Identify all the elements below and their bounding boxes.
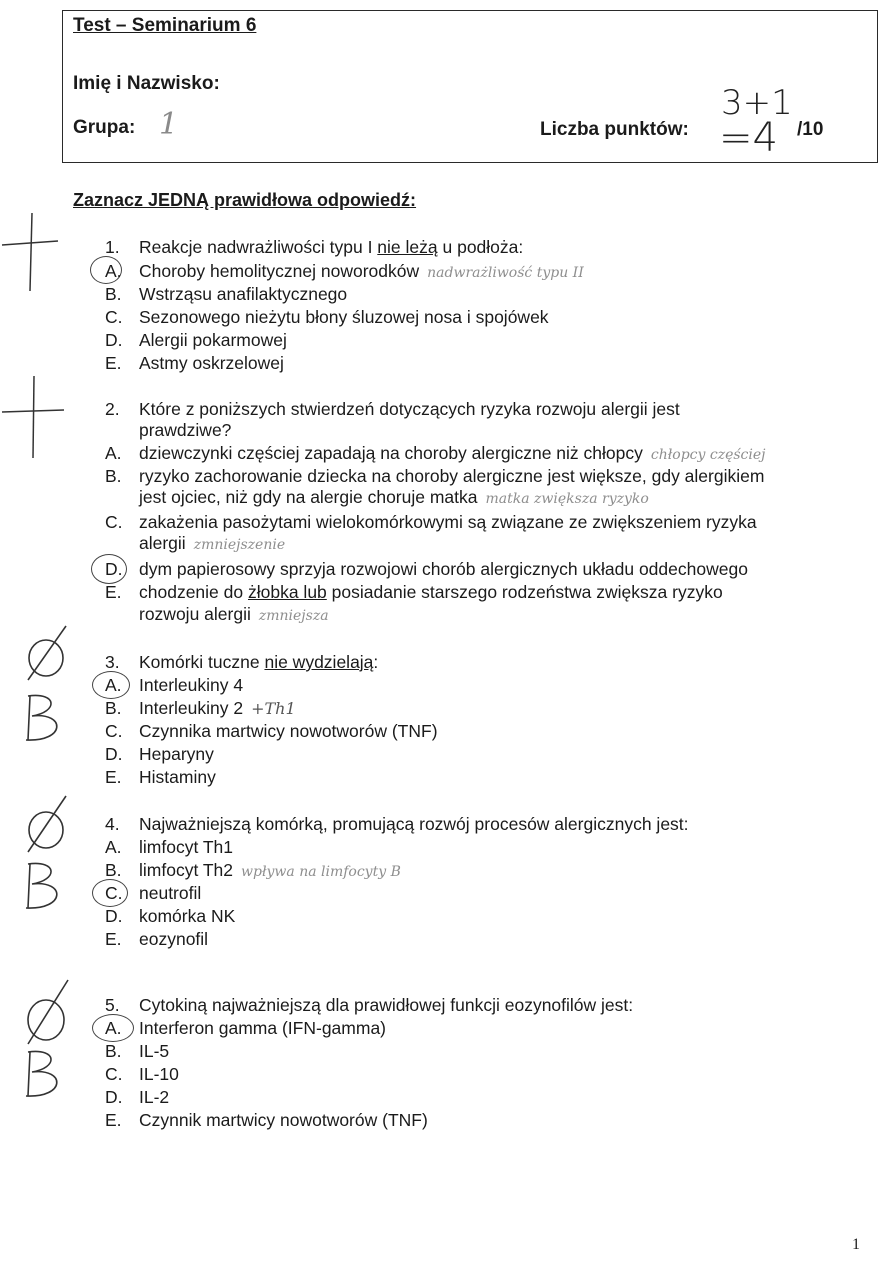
plus-mark-q2 [0, 372, 70, 462]
zero-mark-q3 [18, 622, 78, 682]
page-number: 1 [852, 1236, 860, 1253]
question-number: 4. [105, 814, 120, 834]
question-text-cont: prawdziwe? [139, 420, 232, 440]
handwritten-note: +Th1 [251, 699, 296, 718]
name-label: Imię i Nazwisko: [73, 73, 220, 94]
question-text: Komórki tuczne nie wydzielają: [139, 652, 379, 672]
handwritten-note: matka zwiększa ryzyko [485, 491, 649, 507]
group-label: Grupa: [73, 117, 136, 138]
instruction: Zaznacz JEDNĄ prawidłowa odpowiedź: [73, 190, 417, 210]
question-number: 1. [105, 237, 120, 257]
question-text: Reakcje nadwrażliwości typu I nie leżą u podłoża: [139, 237, 524, 257]
question-number: 5. [105, 995, 120, 1015]
answer-mark-q4 [22, 858, 72, 916]
question-text: Które z poniższych stwierdzeń dotyczących ryzyka rozwoju alergii jest [139, 399, 680, 419]
header-box [62, 10, 878, 163]
zero-mark-q4 [18, 792, 78, 854]
answer-mark-q5 [22, 1046, 72, 1104]
question-text: Cytokiną najważniejszą dla prawidłowej funkcji eozynofilów jest: [139, 995, 634, 1015]
handwritten-note: zmniejszenie [193, 537, 286, 553]
handwritten-score [715, 83, 793, 161]
handwritten-note: nadwrażliwość typu II [427, 265, 584, 281]
answer-mark-q3 [22, 690, 72, 748]
handwritten-note: chłopcy częściej [650, 447, 766, 463]
question-number: 2. [105, 399, 120, 419]
handwritten-note: zmniejsza [258, 608, 329, 624]
zero-mark-q5 [18, 976, 78, 1046]
exam-page: Test – Seminarium 6 Imię i Nazwisko: Grupa: 1 Liczba punktów: 3+1 =4 /10 Zaznacz JEDNĄ prawidłowa odpowiedź: 1. Reakcje nadwrażliwości typu I nie leżą u podłoża: A. Choroby hemolitycznej noworodków nadwrażliwość typu II B. Wstrząsu anafilaktycznego C. Sezonowego nieżytu błony śluzowej nosa i spojówek D. Alergii pokarmowej E. Astmy oskrzelowej 2. Które z poniższych stwierdzeń dotyczących ryzyka rozwoju alergii jest prawdziwe? A. dziewczynki częściej zapadają na choroby alergiczne niż chłopcy chłopcy częściej B. ryzyko zachorowanie dziecka na choroby alergiczne jest większe, gdy alergikiem jest ojciec, niż gdy na alergie choruje matka matka zwiększa ryzyko C. zakażenia pasożytami wielokomórkowymi są związane ze zwiększeniem ryzyka alergii zmniejszenie D. dym papierosowy sprzyja rozwojowi chorób alergicznych układu oddechowego E. chodzenie do żłobka lub posiadanie starszego rodzeństwa zwiększa ryzyko rozwoju alergii zmniejsza 3. Komórki tuczne nie wydzielają: A. Interleukiny 4 B. Interleukiny 2 +Th1 C. Czynnika martwicy nowotworów (TNF) D. Heparyny E. Histaminy 4. Najważniejszą komórką, promującą rozwój procesów alergicznych jest: A. limfocyt Th1 B. limfocyt Th2 wpływa na limfocyty B C. neutrofil D. komórka NK E. eozynofil 5. Cytokiną najważniejszą dla prawidłowej funkcji eozynofilów jest: A. Interferon gamma (IFN-gamma) B. IL-5 C. IL-10 D. IL-2 E. Czynnik martwicy nowotworów (TNF) 1 [0, 0, 893, 1263]
group-value-handwritten: 1 [159, 107, 179, 142]
plus-mark-q1 [0, 205, 60, 295]
score-bottom: =4 [719, 115, 778, 161]
score-max: /10 [797, 119, 824, 140]
score-top: 3+1 [721, 83, 793, 123]
question-number: 3. [105, 652, 120, 672]
handwritten-note: wpływa na limfocyty B [241, 864, 401, 880]
points-label: Liczba punktów: [540, 119, 689, 140]
question-text: Najważniejszą komórką, promującą rozwój procesów alergicznych jest: [139, 814, 689, 834]
test-title: Test – Seminarium 6 [73, 15, 257, 36]
